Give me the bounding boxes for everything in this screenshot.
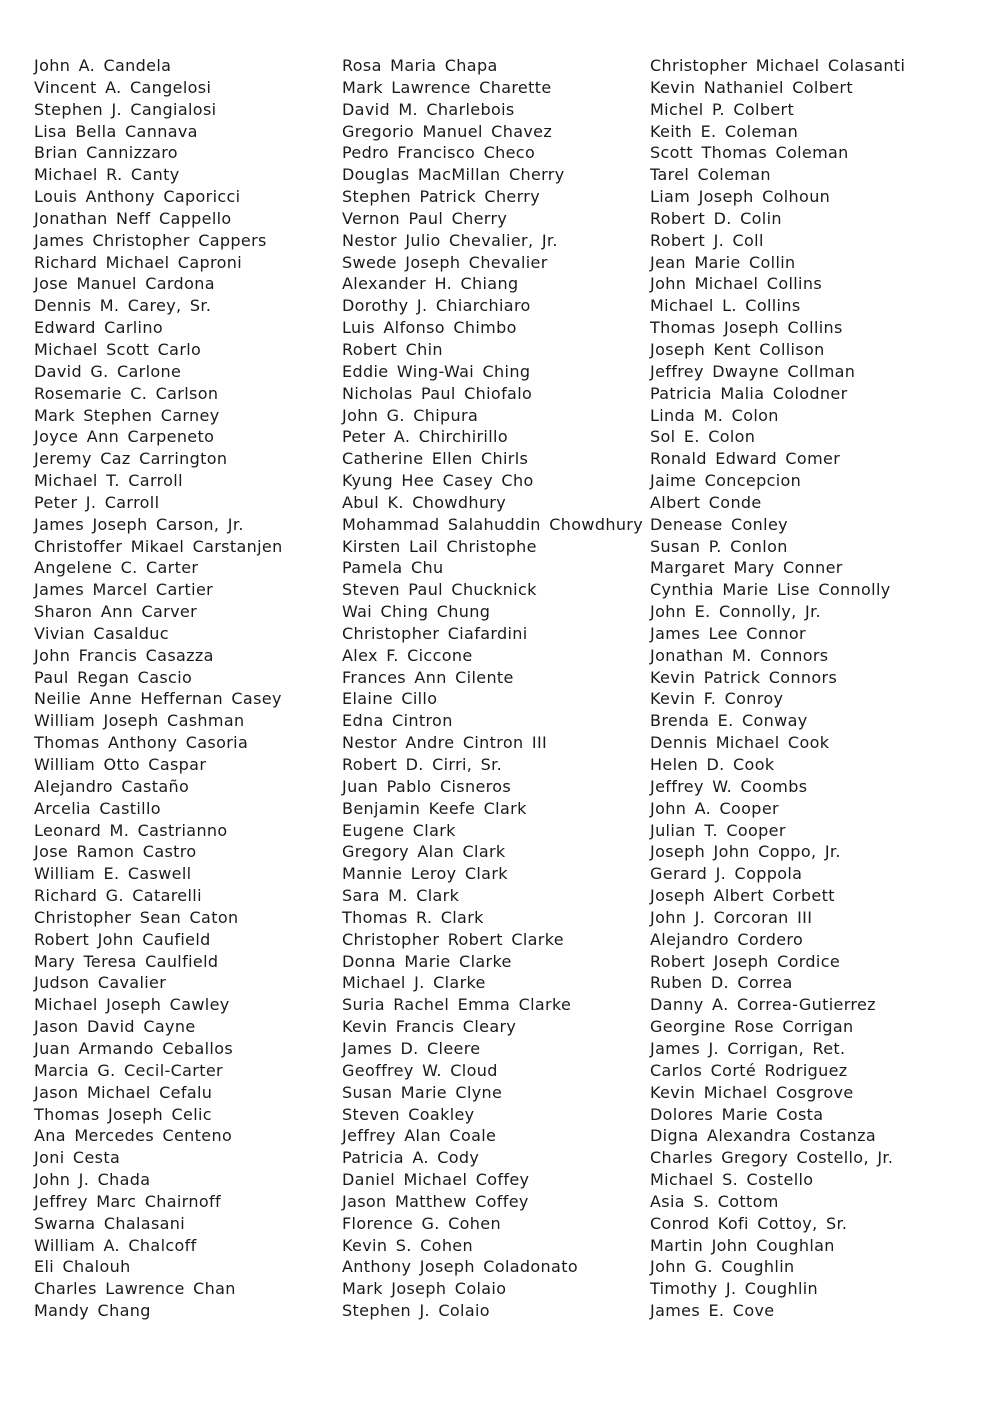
name-entry: Alejandro Castaño: [34, 776, 190, 796]
name-entry: John J. Chada: [34, 1170, 151, 1190]
name-entry: Mark Lawrence Charette: [342, 77, 552, 97]
name-entry: Kirsten Lail Christophe: [342, 536, 537, 556]
name-entry: Kevin Michael Cosgrove: [650, 1082, 854, 1102]
name-entry: Alexander H. Chiang: [342, 274, 519, 294]
name-entry: Ronald Edward Comer: [650, 449, 841, 469]
name-entry: Ana Mercedes Centeno: [34, 1126, 233, 1146]
name-entry: Geoffrey W. Cloud: [342, 1060, 498, 1080]
name-entry: Mandy Chang: [34, 1301, 151, 1321]
name-column-1: [34, 55, 334, 1322]
name-entry: John A. Candela: [34, 56, 172, 75]
name-entry: Lisa Bella Cannava: [34, 121, 198, 141]
name-entry: John G. Coughlin: [650, 1257, 795, 1277]
name-entry: Vincent A. Cangelosi: [34, 77, 212, 97]
name-entry: Michael J. Clarke: [342, 973, 486, 993]
name-entry: Wai Ching Chung: [342, 602, 491, 622]
name-entry: Gerard J. Coppola: [650, 864, 803, 884]
name-entry: Elaine Cillo: [342, 689, 438, 709]
name-entry: Edna Cintron: [342, 711, 453, 731]
name-entry: Juan Pablo Cisneros: [342, 776, 512, 796]
name-entry: Julian T. Cooper: [650, 820, 786, 840]
name-entry: Robert Chin: [342, 339, 443, 359]
name-entry: Gregory Alan Clark: [342, 842, 506, 862]
name-entry: James E. Cove: [650, 1301, 775, 1321]
name-entry: Luis Alfonso Chimbo: [342, 318, 517, 338]
name-entry: Donna Marie Clarke: [342, 951, 512, 971]
name-entry: Swede Joseph Chevalier: [342, 252, 548, 272]
name-entry: Jeffrey Marc Chairnoff: [34, 1191, 221, 1211]
name-entry: Jason Michael Cefalu: [34, 1082, 213, 1102]
name-entry: Stephen J. Colaio: [342, 1301, 490, 1321]
name-entry: Jeremy Caz Carrington: [34, 449, 228, 469]
name-entry: William Joseph Cashman: [34, 711, 245, 731]
name-entry: Sol E. Colon: [650, 427, 756, 447]
name-entry: Louis Anthony Caporicci: [34, 187, 241, 207]
name-entry: Eli Chalouh: [34, 1257, 131, 1277]
name-entry: Michael Joseph Cawley: [34, 995, 230, 1015]
name-entry: Sharon Ann Carver: [34, 602, 198, 622]
name-entry: Neilie Anne Heffernan Casey: [34, 689, 282, 709]
name-entry: Jaime Concepcion: [650, 471, 802, 491]
name-entry: Jonathan Neff Cappello: [34, 208, 232, 228]
name-entry: Joseph John Coppo, Jr.: [650, 842, 841, 862]
name-entry: Anthony Joseph Coladonato: [342, 1257, 578, 1277]
name-entry: Thomas Anthony Casoria: [34, 733, 249, 753]
name-entry: John A. Cooper: [650, 798, 779, 818]
name-entry: Kevin F. Conroy: [650, 689, 784, 709]
name-entry: John J. Corcoran III: [650, 907, 813, 927]
name-entry: Angelene C. Carter: [34, 558, 199, 578]
name-entry: Vernon Paul Cherry: [342, 208, 508, 228]
name-entry: Daniel Michael Coffey: [342, 1170, 530, 1190]
name-entry: Kevin Patrick Connors: [650, 667, 838, 687]
name-entry: Margaret Mary Conner: [650, 558, 843, 578]
name-entry: Brian Cannizzaro: [34, 143, 178, 163]
name-entry: Steven Coakley: [342, 1104, 475, 1124]
name-entry: Abul K. Chowdhury: [342, 492, 507, 512]
name-column-2: [342, 55, 642, 1322]
name-entry: James D. Cleere: [342, 1038, 481, 1058]
name-entry: Arcelia Castillo: [34, 798, 161, 818]
name-entry: James J. Corrigan, Ret.: [650, 1038, 846, 1058]
name-entry: Patricia Malia Colodner: [650, 383, 848, 403]
name-entry: Susan Marie Clyne: [342, 1082, 503, 1102]
name-entry: Michael T. Carroll: [34, 471, 183, 491]
name-entry: Carlos Corté Rodriguez: [650, 1060, 848, 1080]
name-entry: James Joseph Carson, Jr.: [34, 514, 244, 534]
name-entry: Thomas Joseph Celic: [34, 1104, 212, 1124]
name-entry: Brenda E. Conway: [650, 711, 808, 731]
name-entry: Linda M. Colon: [650, 405, 779, 425]
name-entry: Frances Ann Cilente: [342, 667, 514, 687]
name-entry: Joseph Albert Corbett: [650, 886, 835, 906]
name-entry: Charles Lawrence Chan: [34, 1279, 236, 1299]
name-entry: Christopher Sean Caton: [34, 907, 239, 927]
name-entry: Mary Teresa Caulfield: [34, 951, 219, 971]
name-entry: Sara M. Clark: [342, 886, 460, 906]
name-entry: Kyung Hee Casey Cho: [342, 471, 534, 491]
name-entry: Christoffer Mikael Carstanjen: [34, 536, 283, 556]
name-entry: Jose Manuel Cardona: [34, 274, 215, 294]
name-entry: Scott Thomas Coleman: [650, 143, 849, 163]
name-entry: Eugene Clark: [342, 820, 456, 840]
name-entry: John E. Connolly, Jr.: [650, 602, 821, 622]
name-entry: Christopher Ciafardini: [342, 623, 528, 643]
name-entry: John Francis Casazza: [34, 645, 214, 665]
name-entry: Nestor Andre Cintron III: [342, 733, 548, 753]
name-entry: Asia S. Cottom: [650, 1191, 779, 1211]
name-entry: Douglas MacMillan Cherry: [342, 165, 565, 185]
name-entry: Judson Cavalier: [34, 973, 167, 993]
name-entry: Robert D. Cirri, Sr.: [342, 755, 503, 774]
name-entry: Charles Gregory Costello, Jr.: [650, 1148, 894, 1168]
name-entry: Christopher Robert Clarke: [342, 929, 564, 949]
name-entry: Alejandro Cordero: [650, 929, 804, 949]
name-entry: Nicholas Paul Chiofalo: [342, 383, 533, 403]
name-entry: Joseph Kent Collison: [650, 339, 825, 359]
name-entry: Eddie Wing-Wai Ching: [342, 361, 531, 381]
name-entry: Cynthia Marie Lise Connolly: [650, 580, 891, 600]
name-entry: Jose Ramon Castro: [34, 842, 197, 862]
name-entry: Helen D. Cook: [650, 755, 775, 774]
name-entry: Michel P. Colbert: [650, 99, 795, 119]
name-entry: Mark Joseph Colaio: [342, 1279, 507, 1299]
name-entry: Dolores Marie Costa: [650, 1104, 824, 1124]
name-entry: Patricia A. Cody: [342, 1148, 480, 1168]
name-entry: Joyce Ann Carpeneto: [34, 427, 215, 447]
name-entry: Kevin Francis Cleary: [342, 1017, 517, 1037]
name-entry: Jean Marie Collin: [650, 252, 796, 272]
name-entry: Michael S. Costello: [650, 1170, 814, 1190]
name-entry: Swarna Chalasani: [34, 1213, 186, 1233]
name-entry: Stephen Patrick Cherry: [342, 187, 541, 207]
name-entry: Joni Cesta: [34, 1148, 121, 1168]
name-entry: Robert J. Coll: [650, 230, 764, 250]
name-entry: Jason Matthew Coffey: [342, 1191, 529, 1211]
name-entry: Jason David Cayne: [34, 1017, 196, 1037]
name-entry: Susan P. Conlon: [650, 536, 788, 556]
name-entry: Benjamin Keefe Clark: [342, 798, 527, 818]
name-entry: William A. Chalcoff: [34, 1235, 197, 1255]
name-entry: Steven Paul Chucknick: [342, 580, 537, 600]
name-entry: Paul Regan Cascio: [34, 667, 193, 687]
name-entry: David G. Carlone: [34, 361, 182, 381]
name-entry: James Marcel Cartier: [34, 580, 214, 600]
name-entry: Mannie Leroy Clark: [342, 864, 508, 884]
name-entry: Keith E. Coleman: [650, 121, 799, 141]
name-entry: William E. Caswell: [34, 864, 192, 884]
name-entry: John Michael Collins: [650, 274, 823, 294]
name-entry: Marcia G. Cecil-Carter: [34, 1060, 223, 1080]
name-entry: Jeffrey Alan Coale: [342, 1126, 497, 1146]
name-entry: John G. Chipura: [342, 405, 479, 425]
name-entry: Mark Stephen Carney: [34, 405, 220, 425]
name-entry: Nestor Julio Chevalier, Jr.: [342, 230, 558, 250]
name-entry: Kevin S. Cohen: [342, 1235, 473, 1255]
name-entry: Richard Michael Caproni: [34, 252, 242, 272]
name-entry: Timothy J. Coughlin: [650, 1279, 819, 1299]
name-entry: Liam Joseph Colhoun: [650, 187, 831, 207]
name-entry: Mohammad Salahuddin Chowdhury: [342, 514, 644, 534]
name-entry: Richard G. Catarelli: [34, 886, 202, 906]
name-entry: Juan Armando Ceballos: [34, 1038, 234, 1058]
name-entry: Rosa Maria Chapa: [342, 56, 498, 75]
name-entry: Stephen J. Cangialosi: [34, 99, 217, 119]
name-entry: Jeffrey W. Coombs: [650, 776, 808, 796]
name-entry: Michael R. Canty: [34, 165, 180, 185]
name-entry: Catherine Ellen Chirls: [342, 449, 529, 469]
name-entry: Suria Rachel Emma Clarke: [342, 995, 572, 1015]
name-entry: Thomas R. Clark: [342, 907, 484, 927]
name-entry: Robert John Caufield: [34, 929, 211, 949]
name-entry: Leonard M. Castrianno: [34, 820, 228, 840]
name-entry: James Lee Connor: [650, 623, 806, 643]
name-entry: Robert D. Colin: [650, 208, 782, 228]
name-entry: Michael L. Collins: [650, 296, 801, 316]
name-entry: Dennis M. Carey, Sr.: [34, 296, 212, 316]
name-entry: Digna Alexandra Costanza: [650, 1126, 877, 1146]
name-entry: Pamela Chu: [342, 558, 444, 578]
name-entry: Robert Joseph Cordice: [650, 951, 841, 971]
name-entry: Danny A. Correa-Gutierrez: [650, 995, 876, 1015]
name-entry: Dorothy J. Chiarchiaro: [342, 296, 531, 316]
name-entry: Gregorio Manuel Chavez: [342, 121, 553, 141]
name-entry: Florence G. Cohen: [342, 1213, 501, 1233]
name-entry: Vivian Casalduc: [34, 623, 169, 643]
name-entry: Tarel Coleman: [650, 165, 771, 185]
name-entry: Edward Carlino: [34, 318, 163, 338]
name-entry: Ruben D. Correa: [650, 973, 793, 993]
name-entry: Albert Conde: [650, 492, 762, 512]
name-entry: Jeffrey Dwayne Collman: [650, 361, 856, 381]
name-column-3: [650, 55, 995, 1322]
name-entry: Peter A. Chirchirillo: [342, 427, 508, 447]
name-entry: Martin John Coughlan: [650, 1235, 835, 1255]
name-entry: Christopher Michael Colasanti: [650, 56, 906, 75]
name-entry: Dennis Michael Cook: [650, 733, 830, 753]
name-entry: David M. Charlebois: [342, 99, 515, 119]
name-entry: Rosemarie C. Carlson: [34, 383, 219, 403]
name-entry: Denease Conley: [650, 514, 788, 534]
name-entry: Kevin Nathaniel Colbert: [650, 77, 853, 97]
name-entry: Michael Scott Carlo: [34, 339, 202, 359]
name-entry: Conrod Kofi Cottoy, Sr.: [650, 1213, 848, 1233]
name-entry: Thomas Joseph Collins: [650, 318, 843, 338]
name-entry: James Christopher Cappers: [34, 230, 267, 250]
name-entry: Pedro Francisco Checo: [342, 143, 536, 163]
name-entry: Georgine Rose Corrigan: [650, 1017, 854, 1037]
name-entry: William Otto Caspar: [34, 755, 207, 774]
name-entry: Jonathan M. Connors: [650, 645, 829, 665]
name-entry: Alex F. Ciccone: [342, 645, 473, 665]
name-entry: Peter J. Carroll: [34, 492, 160, 512]
